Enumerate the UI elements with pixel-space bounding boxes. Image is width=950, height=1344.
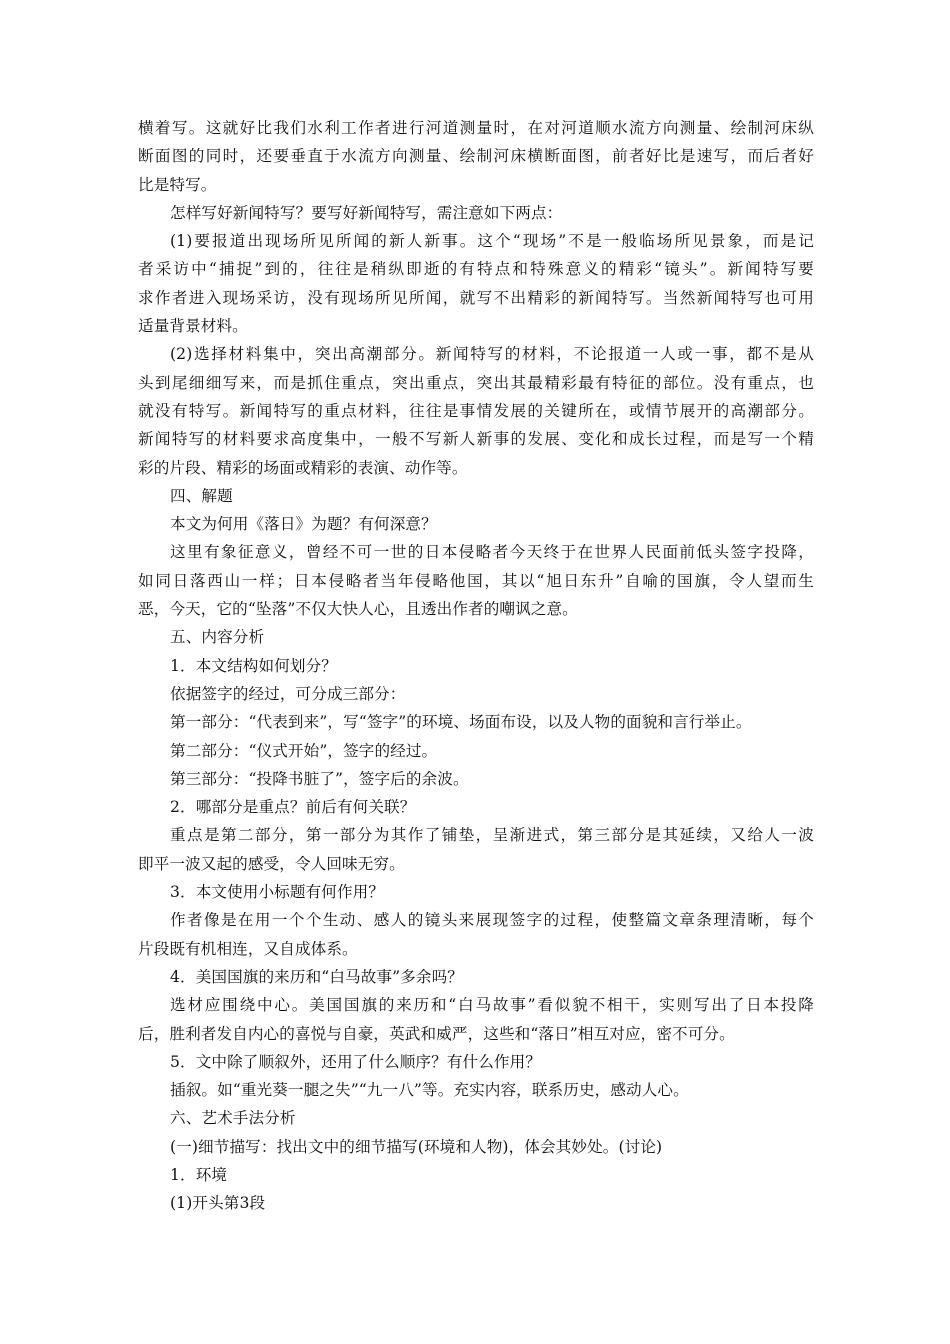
text-line: 新闻特写的材料要求高度集中，一般不写新人新事的发展、变化和成长过程，而是写一个精	[138, 430, 814, 449]
text-line: 重点是第二部分，第一部分为其作了铺垫，呈渐进式，第三部分是其延续，又给人一波	[170, 826, 814, 845]
text-line: 第一部分：“代表到来”，写“签字”的环境、场面布设，以及人物的面貌和言行举止。	[170, 713, 752, 732]
text-line: 四、解题	[170, 486, 233, 505]
text-line: 求作者进入现场采访，没有现场所见所闻，就写不出精彩的新闻特写。当然新闻特写也可用	[138, 288, 814, 307]
text-line: 第三部分：“投降书脏了”，签字后的余波。	[170, 769, 469, 788]
text-line: 1．本文结构如何划分？	[170, 656, 337, 675]
text-line: 作者像是在用一个个生动、感人的镜头来展现签字的过程，使整篇文章条理清晰，每个	[170, 911, 814, 930]
text-line: (1)要报道出现场所见所闻的新人新事。这个“现场”不是一般临场所见景象，而是记	[170, 232, 814, 251]
text-line: 本文为何用《落日》为题？有何深意？	[170, 515, 437, 534]
text-line: 2．哪部分是重点？前后有何关联？	[170, 798, 416, 817]
text-line: 选材应围绕中心。美国国旗的来历和“白马故事”看似貌不相干，实则写出了日本投降	[170, 996, 814, 1015]
document-body	[138, 114, 814, 1218]
text-line: 1．环境	[170, 1165, 228, 1184]
text-line: (1)开头第3段	[170, 1194, 266, 1213]
text-line: 横着写。这就好比我们水利工作者进行河道测量时，在对河道顺水流方向测量、绘制河床纵	[138, 119, 814, 137]
text-line: 依据签字的经过，可分成三部分：	[170, 684, 406, 703]
text-line: 4．美国国旗的来历和“白马故事”多余吗？	[170, 967, 463, 986]
text-line: 者采访中“捕捉”到的，往往是稍纵即逝的有特点和特殊意义的精彩“镜头”。新闻特写要	[138, 260, 814, 279]
text-line: 头到尾细细写来，而是抓住重点，突出重点，突出其最精彩最有特征的部位。没有重点，也	[138, 373, 814, 392]
text-line: 即平一波又起的感受，令人回味无穷。	[138, 854, 405, 873]
text-line: 如同日落西山一样；日本侵略者当年侵略他国，其以“旭日东升”自喻的国旗，令人望而生	[138, 571, 814, 590]
text-line: 适量背景材料。	[138, 317, 248, 336]
text-line: 后，胜利者发自内心的喜悦与自豪，英武和威严，这些和“落日”相互对应，密不可分。	[138, 1024, 735, 1043]
text-line: (2)选择材料集中，突出高潮部分。新闻特写的材料，不论报道一人或一事，都不是从	[170, 345, 814, 364]
text-line: 5．文中除了顺叙外，还用了什么顺序？有什么作用？	[170, 1052, 541, 1071]
text-line: 片段既有机相连，又自成体系。	[138, 939, 358, 958]
text-line: 彩的片段、精彩的场面或精彩的表演、动作等。	[138, 458, 468, 477]
text-line: (一)细节描写：找出文中的细节描写(环境和人物)，体会其妙处。(讨论)	[170, 1137, 663, 1156]
text-line: 比是特写。	[138, 175, 217, 194]
text-line: 五、内容分析	[170, 628, 265, 647]
text-line: 插叙。如“重光葵一腿之失”“九一八”等。充实内容，联系历史，感动人心。	[170, 1081, 689, 1100]
text-line: 怎样写好新闻特写？要写好新闻特写，需注意如下两点：	[170, 203, 563, 222]
text-line: 断面图的同时，还要垂直于水流方向测量、绘制河床横断面图，前者好比是速写，而后者好	[138, 147, 814, 166]
text-line: 3．本文使用小标题有何作用？	[170, 883, 385, 902]
text-line: 就没有特写。新闻特写的重点材料，往往是事情发展的关键所在，或情节展开的高潮部分。	[138, 401, 814, 420]
text-line: 第二部分：“仪式开始”，签字的经过。	[170, 741, 438, 760]
text-line: 恶，今天，它的“坠落”不仅大快人心，且透出作者的嘲讽之意。	[138, 600, 578, 619]
text-line: 这里有象征意义，曾经不可一世的日本侵略者今天终于在世界人民面前低头签字投降，	[170, 543, 814, 562]
text-line: 六、艺术手法分析	[170, 1109, 296, 1128]
